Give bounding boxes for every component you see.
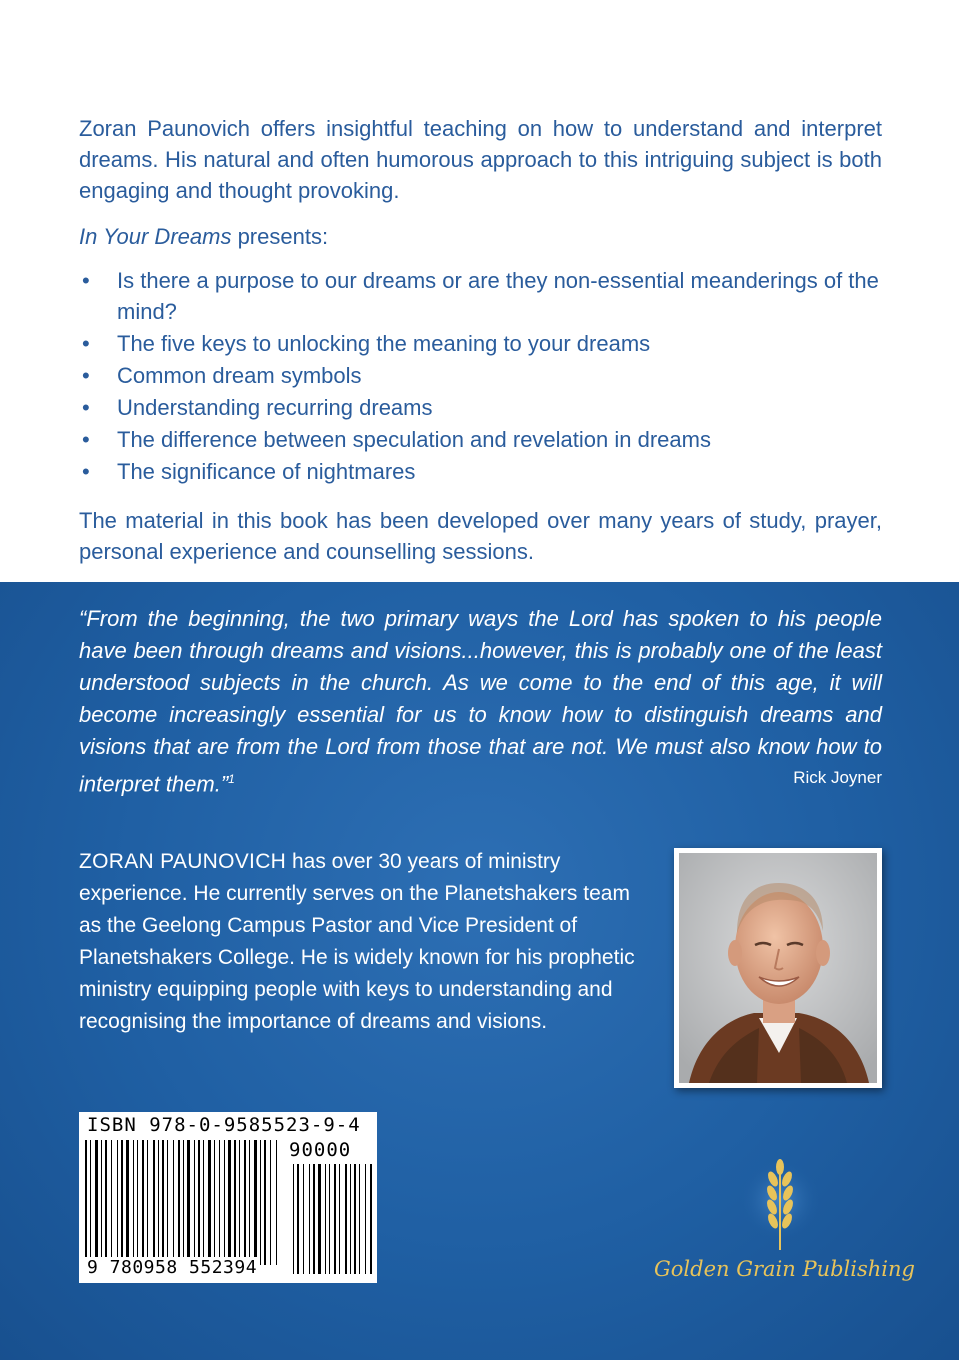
list-item-text: The difference between speculation and revelation in dreams — [117, 427, 711, 452]
list-item-text: Is there a purpose to our dreams or are they non-essential meanderings of the mind? — [117, 268, 879, 324]
list-item — [79, 424, 882, 455]
bullet-icon: • — [82, 363, 90, 388]
quote-attribution: Rick Joyner — [793, 768, 882, 787]
list-item-text: Understanding recurring dreams — [117, 395, 433, 420]
list-item — [79, 265, 882, 327]
ean-number: 9 780958 552394 — [84, 1257, 260, 1278]
list-item-text: The five keys to unlocking the meaning to your dreams — [117, 331, 651, 356]
barcode — [79, 1112, 377, 1283]
top-section — [0, 0, 959, 582]
author-portrait-image — [679, 853, 877, 1083]
list-item — [79, 328, 882, 359]
bio-text: has over 30 years of ministry experience. He currently serves on the Planetshakers team as the Geelong Campus Pastor and Vice President of Planetshakers College. He is widely known for his prophetic ministry equipping people with keys to understanding and recognising the importance of dreams and visions. — [79, 850, 635, 1033]
publisher-name: Golden Grain Publishing — [654, 1257, 915, 1281]
list-item-text: The significance of nightmares — [117, 459, 416, 484]
list-item-text: Common dream symbols — [117, 363, 362, 388]
intro-paragraph: Zoran Paunovich offers insightful teaching on how to understand and interpret dreams. His natural and often humorous approach to this intriguing subject is both engaging and thought provoking. — [79, 116, 882, 203]
book-title: In Your Dreams — [79, 224, 232, 249]
bullet-icon: • — [82, 395, 90, 420]
bullet-icon: • — [82, 331, 90, 356]
footnote-marker: 1 — [228, 772, 235, 786]
outro-paragraph: The material in this book has been developed over many years of study, prayer, personal experience and counselling sessions. — [79, 508, 882, 564]
presents-suffix: presents: — [231, 224, 329, 249]
author-name: ZORAN PAUNOVICH — [79, 850, 287, 873]
topics-list — [79, 265, 882, 488]
list-item — [79, 392, 882, 423]
presents-line — [79, 221, 328, 252]
list-item — [79, 456, 882, 487]
isbn-number: ISBN 978-0-9585523-9-4 — [87, 1114, 361, 1136]
quote-body: “From the beginning, the two primary ways the Lord has spoken to his people have been through dreams and visions...however, this is probably one of the least understood subjects in the church. As we come to the end of this age, it will become increasingly essential for us to know how to distinguish dreams and visions that are from the Lord from those that are not. We must also know how to interpret them.” — [79, 606, 882, 797]
author-bio — [79, 846, 654, 1038]
bullet-icon: • — [82, 427, 90, 452]
bullet-icon: • — [82, 459, 90, 484]
barcode-addon: 90000 — [289, 1139, 352, 1161]
quote-text — [79, 603, 882, 800]
bullet-icon: • — [82, 268, 90, 293]
list-item — [79, 360, 882, 391]
wheat-logo-icon — [740, 1155, 820, 1255]
author-photo — [674, 848, 882, 1088]
